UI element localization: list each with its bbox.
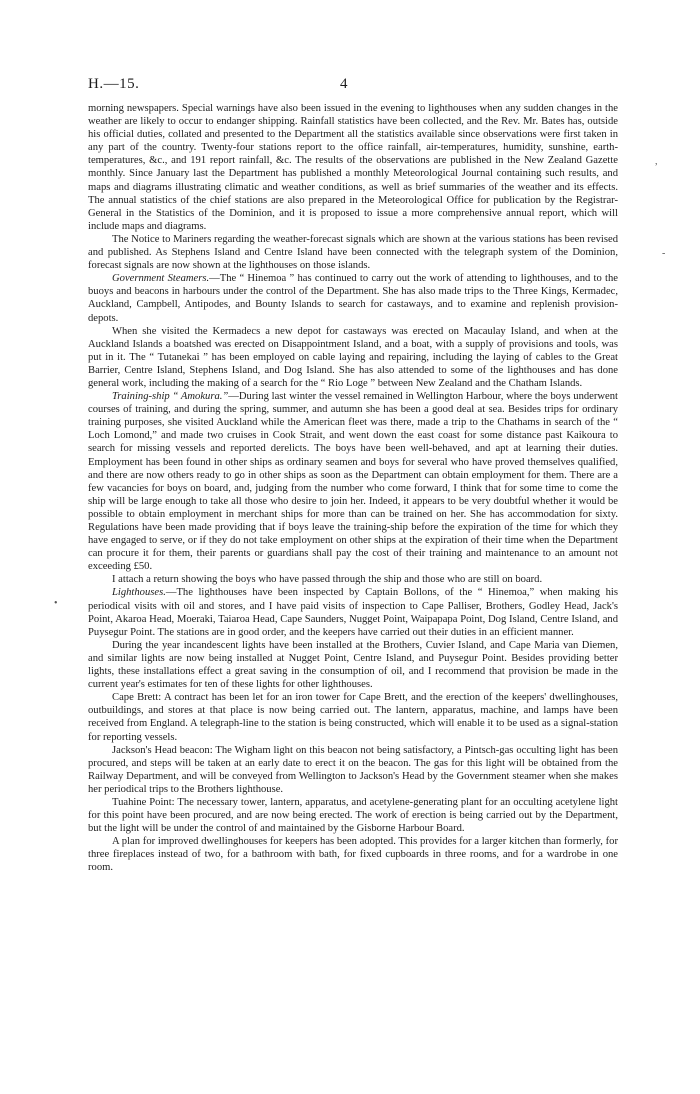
section-heading: Lighthouses. bbox=[112, 587, 166, 599]
margin-mark: , bbox=[655, 156, 658, 167]
document-reference: H.—15. bbox=[88, 76, 140, 92]
paragraph-training-ship: Training-ship “ Amokura.”—During last winter the vessel remained in Wellington Harbour, where the boys underwent courses of training, and during the spring, summer, and autumn she has been a good deal at sea. Besides trips for ordinary training purposes, she visited Auckland while the American fleet was there, made a trip to the Chathams in search of the “ Loch Lomond,” and made two cruises in Cook Strait, and went down the east coast for some distance past Kaikoura to search for missing vessels and reported derelicts. The boys have been well-behaved, and apt at learning their duties. Employment has been found in other ships as ordinary seamen and boys for several who have proved themselves qualified, and there are now others ready to go in other ships as soon as the Department can obtain employment for them. There are a few vacancies for boys on board, and, judging from the number who come forward, I think that for some time to come the ship will be large enough to take all those who desire to join her. Indeed, it appears to be very doubtful whether it would be possible to obtain employment in merchant ships for more than can be trained on her. She has accommodation for sixty. Regulations have been made providing that if boys leave the training-ship before the expiration of the time for which they have engaged to serve, or if they do not take employment on other ships at the expiration of their time when the Department can procure it for them, their parents or guardians shall pay the cost of their training and maintenance to an amount not exceeding £50. bbox=[88, 391, 618, 573]
paragraph-cape-brett: Cape Brett: A contract has been let for an iron tower for Cape Brett, and the erection of the keepers' dwellinghouses, outbuildings, and stores at that place is now being carried out. The lantern, apparatus, machine, and lamps have been received from England. A telegraph-line to the station is being constructed, which will enable it to be used as a signal-station for reporting vessels. bbox=[88, 692, 618, 743]
margin-mark: • bbox=[54, 598, 58, 609]
paragraph-jacksons-head: Jackson's Head beacon: The Wigham light on this beacon not being satisfactory, a Pintsch-gas occulting light has been procured, and steps will be taken at an early date to erect it on the beacon. The gas for this light will be obtained from the Railway Department, and will be conveyed from Wellington to Jackson's Head by the Government steamer when she makes her periodical trips to the Brothers lighthouse. bbox=[88, 744, 618, 795]
page-number: 4 bbox=[340, 76, 348, 92]
paragraph-dwellinghouses: A plan for improved dwellinghouses for keepers has been adopted. This provides for a larger kitchen than formerly, for three fireplaces instead of two, for a bathroom with bath, for fixed cupboards in three rooms, and for a wardrobe in one room. bbox=[88, 836, 618, 874]
paragraph-weather-reports: morning newspapers. Special warnings have also been issued in the evening to lighthouses when any sudden changes in the weather are likely to occur to endanger shipping. Rainfall statistics have been collected, and the Rev. Mr. Bates has, outside his official duties, collated and presented to the Department all the statistics available since observations were first taken in any part of the country. Twenty-four stations report to the office rainfall, air-temperatures, humidity, sunshine, earth-temperatures, &c., and 191 report rainfall, &c. The results of the observations are published in the New Zealand Gazette monthly. Since January last the Department has published a monthly Meteorological Journal containing such results, and maps and diagrams illustrating climatic and weather conditions, as well as brief summaries of the weather and its effects. The annual statistics of the chief stations are also prepared in the Meteorological Office for publication by the Registrar-General in the Statistics of the Dominion, and it is proposed to issue a more comprehensive annual report, which will include maps and diagrams. bbox=[88, 103, 618, 232]
paragraph-lighthouses: Lighthouses.—The lighthouses have been inspected by Captain Bollons, of the “ Hinemoa,” when making his periodical visits with oil and stores, and I have paid visits of inspection to Cape Palliser, Brothers, Godley Head, Jack's Point, Akaroa Head, Moeraki, Taiaroa Head, Cape Saunders, Nugget Point, Waipapapa Point, Dog Island, Centre Island, and Puysegur Point. The stations are in good order, and the keepers have carried out their duties in an efficient manner. bbox=[88, 587, 618, 638]
body-text bbox=[88, 102, 618, 875]
page-header bbox=[88, 76, 618, 98]
paragraph-return-of-boys: I attach a return showing the boys who have passed through the ship and those who are still on board. bbox=[112, 574, 543, 586]
paragraph-kermadecs: When she visited the Kermadecs a new depot for castaways was erected on Macaulay Island, and when at the Auckland Islands a boatshed was erected on Disappointment Island, and a boat, with a supply of provisions and tools, was put in it. The “ Tutanekai ” has been employed on cable laying and repairing, including the laying of cables to the Great Barrier, Centre Island, Stephens Island, and Dog Island. She has also attended to some of the lighthouses and has done general work, including the making of a search for the “ Rio Loge ” between New Zealand and the Chatham Islands. bbox=[88, 325, 618, 389]
paragraph-notice-to-mariners: The Notice to Mariners regarding the weather-forecast signals which are shown at the various stations has been revised and published. As Stephens Island and Centre Island have been connected with the telegraph system of the Dominion, forecast signals are now shown at the lighthouses on those islands. bbox=[88, 233, 618, 272]
section-heading: Training-ship “ Amokura.” bbox=[112, 391, 229, 403]
margin-mark: ‐ bbox=[662, 248, 666, 259]
paragraph-tuahine-point: Tuahine Point: The necessary tower, lantern, apparatus, and acetylene-generating plant for an occulting acetylene light for this point have been procured, and are now being erected. The work of erection is being carried out by the Department, but the light will be under the control of and maintained by the Gisborne Harbour Board. bbox=[88, 796, 618, 835]
paragraph-incandescent-lights: During the year incandescent lights have been installed at the Brothers, Cuvier Island, and Cape Maria van Diemen, and similar lights are now being installed at Nugget Point, Centre Island, and Puysegur Point. Besides providing better lights, these installations effect a great saving in the consumption of oil, and I recommend that provision be made in the current year's estimates for ten of these lights for other lighthouses. bbox=[88, 639, 618, 691]
paragraph-government-steamers: Government Steamers.—The “ Hinemoa ” has continued to carry out the work of attending to lighthouses, and to the buoys and beacons in harbours under the control of the Department. She has also made trips to the Three Kings, Kermadec, Auckland, Campbell, Antipodes, and Bounty Islands to search for castaways, and to examine and replenish provision-depots. bbox=[88, 273, 619, 324]
section-heading: Government Steamers. bbox=[112, 273, 210, 285]
